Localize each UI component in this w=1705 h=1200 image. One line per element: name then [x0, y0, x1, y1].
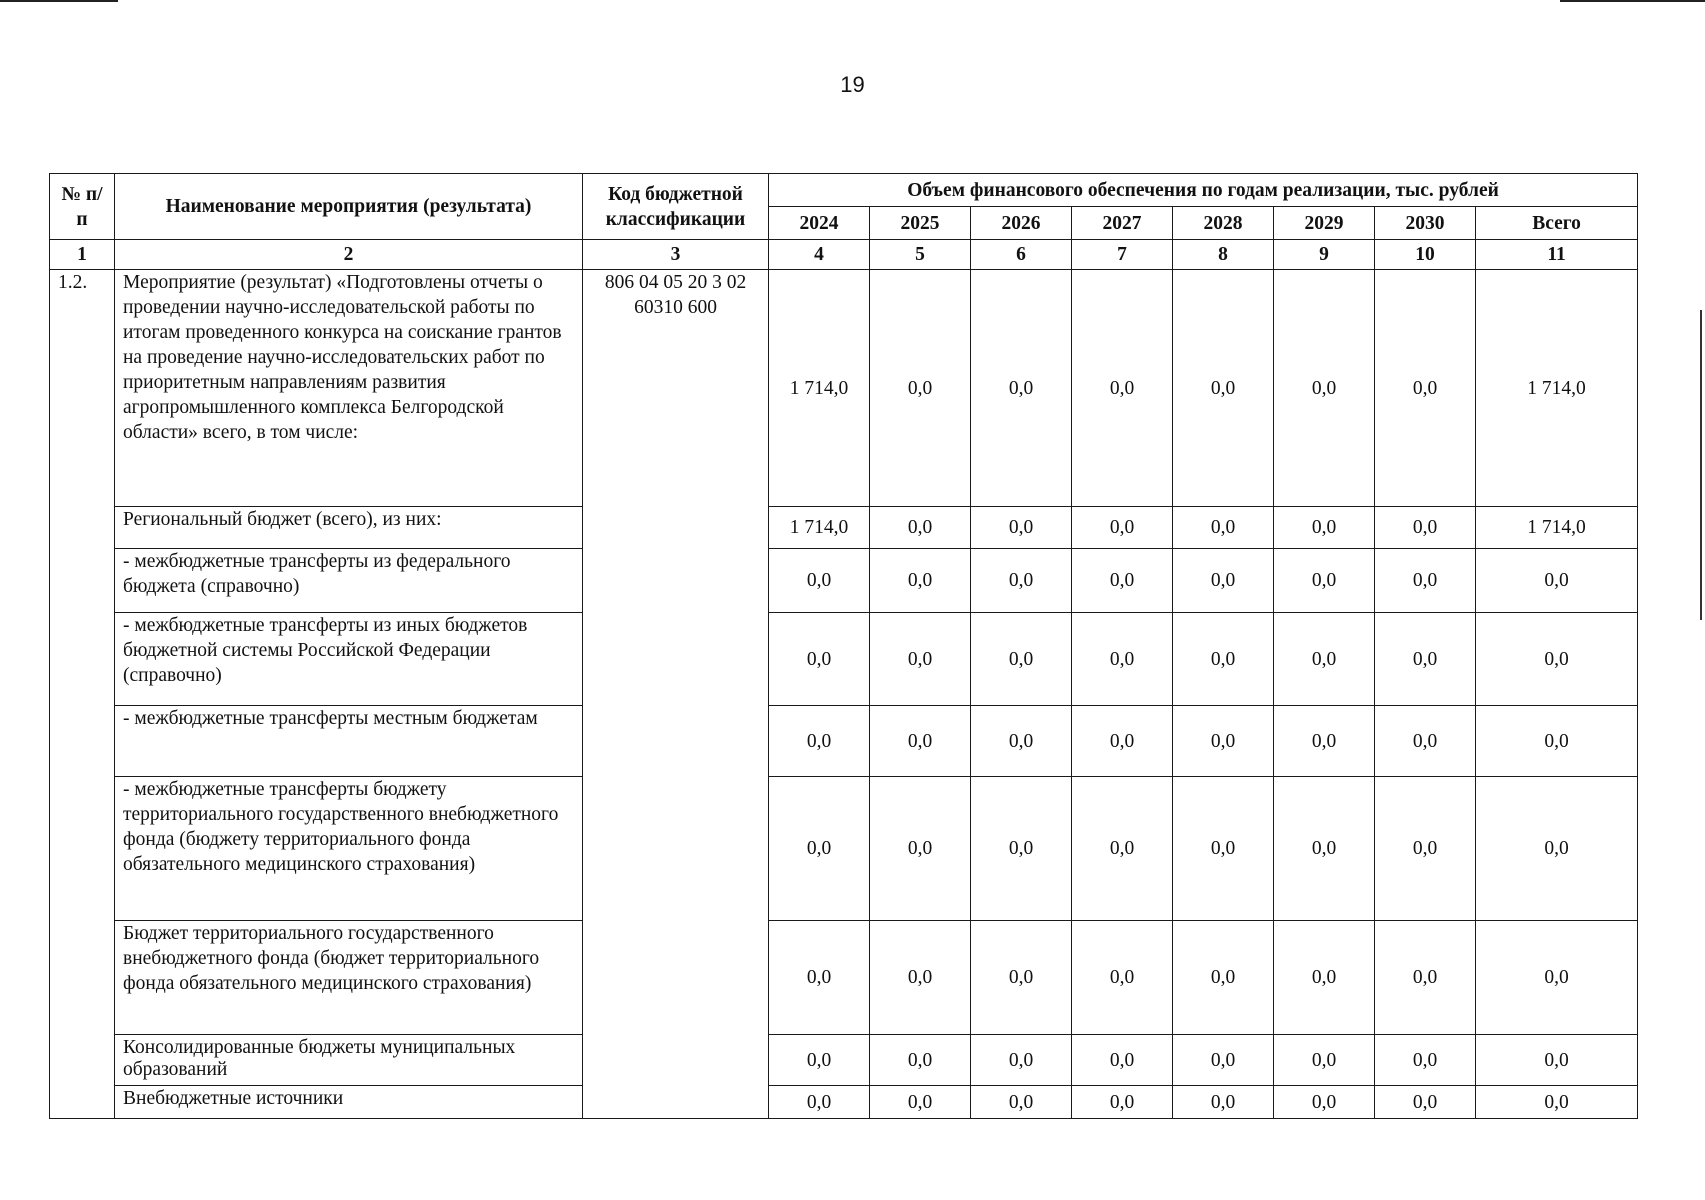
row-name: - межбюджетные трансферты местным бюджетам — [115, 706, 583, 777]
value-cell: 0,0 — [1072, 613, 1173, 706]
value-cell: 0,0 — [769, 921, 870, 1035]
column-number: 6 — [971, 240, 1072, 270]
value-cell: 0,0 — [870, 1035, 971, 1086]
column-number: 7 — [1072, 240, 1173, 270]
total-cell: 0,0 — [1476, 921, 1638, 1035]
scan-edge-mark — [1700, 310, 1702, 620]
value-cell: 0,0 — [1173, 1086, 1274, 1119]
value-cell: 0,0 — [1274, 613, 1375, 706]
value-cell: 0,0 — [870, 549, 971, 613]
header-code: Код бюджетной классификации — [583, 174, 769, 240]
value-cell: 0,0 — [1173, 921, 1274, 1035]
value-cell: 0,0 — [971, 777, 1072, 921]
column-number: 1 — [50, 240, 115, 270]
value-cell: 0,0 — [1274, 921, 1375, 1035]
scan-edge-mark — [0, 0, 118, 2]
value-cell: 0,0 — [1173, 706, 1274, 777]
column-number: 4 — [769, 240, 870, 270]
value-cell: 0,0 — [971, 613, 1072, 706]
table-row — [50, 1086, 1638, 1119]
item-number: 1.2. — [50, 270, 115, 1119]
value-cell: 0,0 — [971, 921, 1072, 1035]
value-cell: 0,0 — [1173, 777, 1274, 921]
header-year: 2026 — [971, 207, 1072, 240]
header-year: 2030 — [1375, 207, 1476, 240]
value-cell: 0,0 — [1072, 706, 1173, 777]
row-name: Бюджет территориального государственного внебюджетного фонда (бюджет территориального фонда обязательного медицинского страхования) — [115, 921, 583, 1035]
column-number: 9 — [1274, 240, 1375, 270]
value-cell: 0,0 — [769, 1086, 870, 1119]
financing-table — [49, 173, 1638, 1119]
value-cell: 0,0 — [1274, 549, 1375, 613]
value-cell: 0,0 — [1274, 777, 1375, 921]
value-cell: 0,0 — [1375, 1086, 1476, 1119]
value-cell: 0,0 — [1274, 507, 1375, 549]
value-cell: 0,0 — [971, 270, 1072, 507]
header-total: Всего — [1476, 207, 1638, 240]
value-cell: 0,0 — [1173, 613, 1274, 706]
row-name: Региональный бюджет (всего), из них: — [115, 507, 583, 549]
value-cell: 0,0 — [870, 777, 971, 921]
column-number: 11 — [1476, 240, 1638, 270]
value-cell: 0,0 — [1375, 549, 1476, 613]
value-cell: 1 714,0 — [769, 270, 870, 507]
column-numbers-row — [50, 240, 1638, 270]
table-row — [50, 706, 1638, 777]
value-cell: 0,0 — [1072, 507, 1173, 549]
column-number: 8 — [1173, 240, 1274, 270]
value-cell: 0,0 — [1173, 270, 1274, 507]
table-row — [50, 507, 1638, 549]
value-cell: 0,0 — [1375, 706, 1476, 777]
value-cell: 0,0 — [769, 613, 870, 706]
value-cell: 0,0 — [971, 1035, 1072, 1086]
value-cell: 0,0 — [1072, 1086, 1173, 1119]
scan-edge-mark — [1560, 0, 1705, 2]
total-cell: 1 714,0 — [1476, 507, 1638, 549]
row-name: Консолидированные бюджеты муниципальных образований — [115, 1035, 583, 1086]
header-financing: Объем финансового обеспечения по годам реализации, тыс. рублей — [769, 174, 1638, 207]
value-cell: 0,0 — [971, 1086, 1072, 1119]
value-cell: 0,0 — [1274, 270, 1375, 507]
column-number: 2 — [115, 240, 583, 270]
total-cell: 1 714,0 — [1476, 270, 1638, 507]
value-cell: 0,0 — [971, 549, 1072, 613]
value-cell: 0,0 — [1375, 613, 1476, 706]
row-name: - межбюджетные трансферты из федерального бюджета (справочно) — [115, 549, 583, 613]
value-cell: 0,0 — [1173, 507, 1274, 549]
value-cell: 0,0 — [870, 270, 971, 507]
column-number: 5 — [870, 240, 971, 270]
value-cell: 0,0 — [1072, 777, 1173, 921]
header-num: № п/п — [50, 174, 115, 240]
total-cell: 0,0 — [1476, 1035, 1638, 1086]
header-row — [50, 174, 1638, 207]
value-cell: 0,0 — [971, 706, 1072, 777]
header-year: 2024 — [769, 207, 870, 240]
header-year: 2029 — [1274, 207, 1375, 240]
value-cell: 0,0 — [1375, 1035, 1476, 1086]
table-row — [50, 613, 1638, 706]
value-cell: 0,0 — [1375, 777, 1476, 921]
budget-code: 806 04 05 20 3 02 60310 600 — [583, 270, 769, 1119]
row-name: - межбюджетные трансферты бюджету территориального государственного внебюджетного фонда (бюджету территориального фонда обязательного медицинского страхования) — [115, 777, 583, 921]
value-cell: 1 714,0 — [769, 507, 870, 549]
total-cell: 0,0 — [1476, 777, 1638, 921]
table-row — [50, 1035, 1638, 1086]
value-cell: 0,0 — [1173, 549, 1274, 613]
table-row — [50, 777, 1638, 921]
value-cell: 0,0 — [1375, 921, 1476, 1035]
row-name: Мероприятие (результат) «Подготовлены отчеты о проведении научно-исследовательской работы по итогам проведенного конкурса на соискание грантов на проведение научно-исследовательских работ по приоритетным направлениям развития агропромышленного комплекса Белгородской области» всего, в том числе: — [115, 270, 583, 507]
value-cell: 0,0 — [1072, 921, 1173, 1035]
value-cell: 0,0 — [1072, 549, 1173, 613]
value-cell: 0,0 — [870, 613, 971, 706]
value-cell: 0,0 — [769, 777, 870, 921]
table-row — [50, 921, 1638, 1035]
table-row — [50, 270, 1638, 507]
value-cell: 0,0 — [870, 1086, 971, 1119]
value-cell: 0,0 — [1072, 270, 1173, 507]
total-cell: 0,0 — [1476, 613, 1638, 706]
header-year: 2028 — [1173, 207, 1274, 240]
table-row — [50, 549, 1638, 613]
value-cell: 0,0 — [1173, 1035, 1274, 1086]
total-cell: 0,0 — [1476, 706, 1638, 777]
value-cell: 0,0 — [769, 1035, 870, 1086]
value-cell: 0,0 — [870, 706, 971, 777]
value-cell: 0,0 — [870, 921, 971, 1035]
value-cell: 0,0 — [1274, 1035, 1375, 1086]
value-cell: 0,0 — [1375, 270, 1476, 507]
page-number: 19 — [840, 72, 865, 97]
header-name: Наименование мероприятия (результата) — [115, 174, 583, 240]
header-year: 2027 — [1072, 207, 1173, 240]
value-cell: 0,0 — [1274, 1086, 1375, 1119]
value-cell: 0,0 — [1072, 1035, 1173, 1086]
value-cell: 0,0 — [769, 549, 870, 613]
column-number: 3 — [583, 240, 769, 270]
column-number: 10 — [1375, 240, 1476, 270]
row-name: Внебюджетные источники — [115, 1086, 583, 1119]
total-cell: 0,0 — [1476, 549, 1638, 613]
value-cell: 0,0 — [1274, 706, 1375, 777]
value-cell: 0,0 — [769, 706, 870, 777]
total-cell: 0,0 — [1476, 1086, 1638, 1119]
row-name: - межбюджетные трансферты из иных бюджетов бюджетной системы Российской Федерации (справочно) — [115, 613, 583, 706]
value-cell: 0,0 — [971, 507, 1072, 549]
value-cell: 0,0 — [870, 507, 971, 549]
value-cell: 0,0 — [1375, 507, 1476, 549]
header-year: 2025 — [870, 207, 971, 240]
